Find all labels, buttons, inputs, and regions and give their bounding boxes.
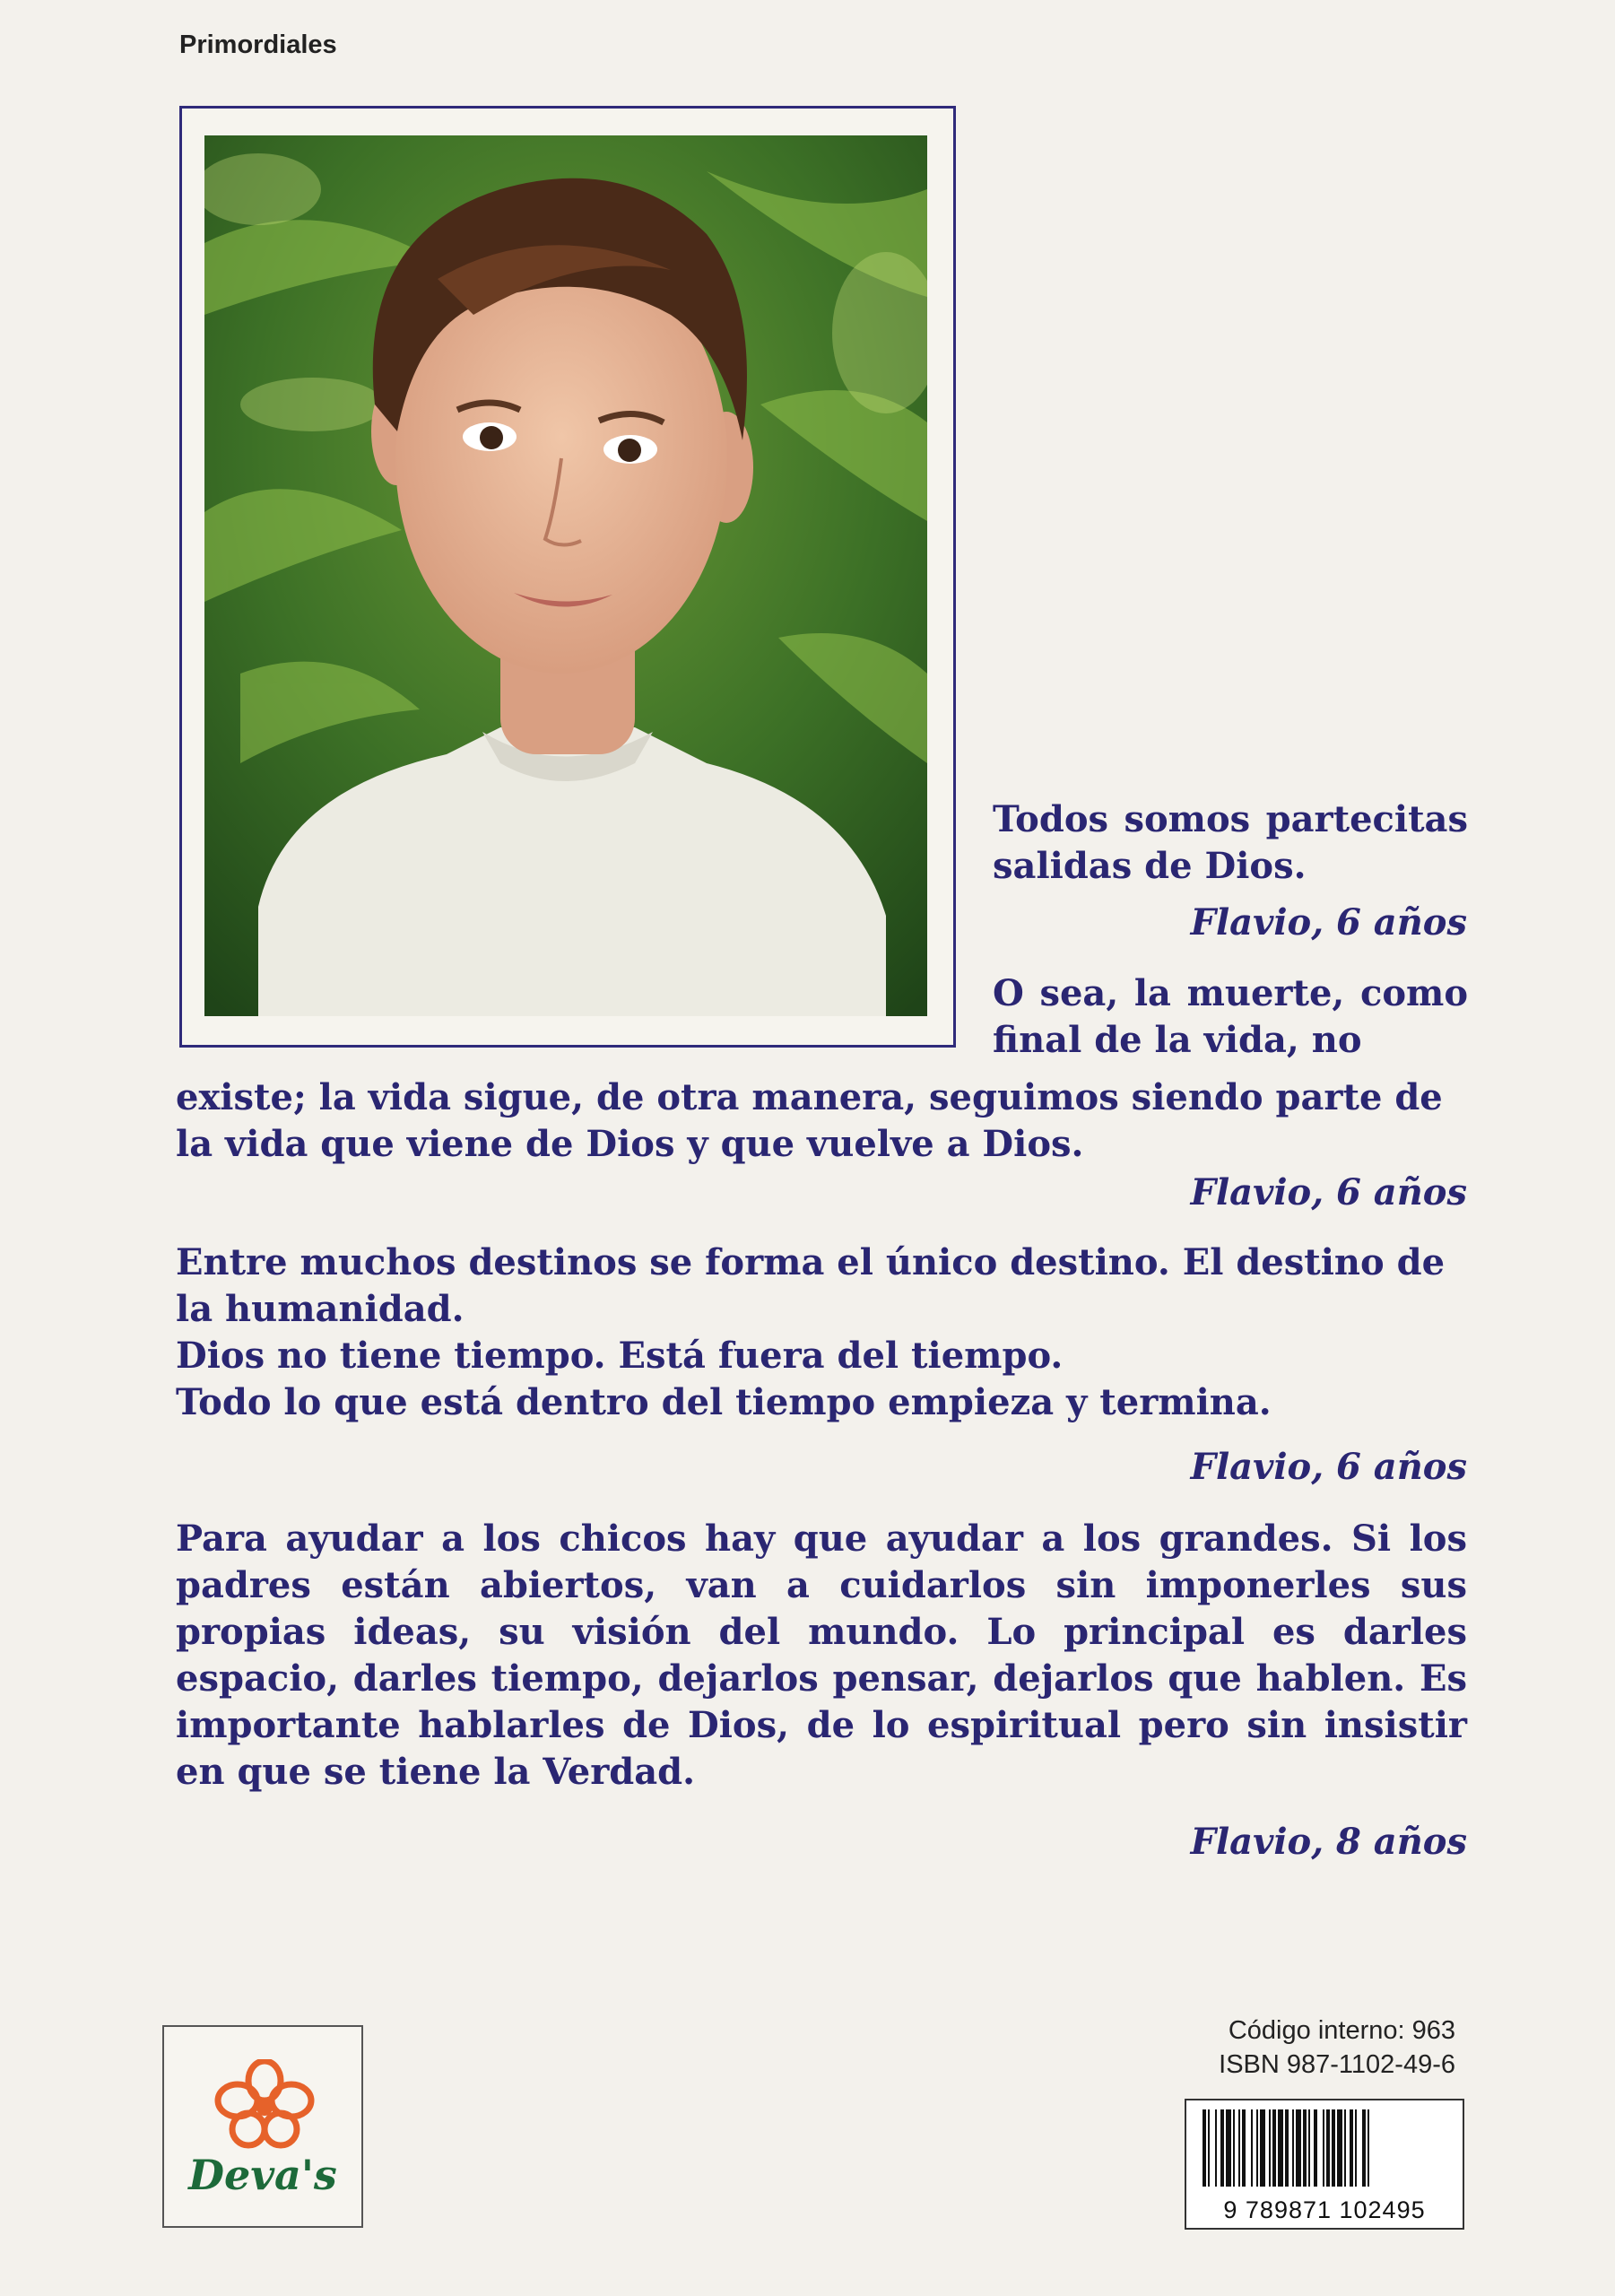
- barcode-bar: [1292, 2109, 1294, 2187]
- boy-portrait-photo: [204, 135, 927, 1016]
- barcode-bar: [1256, 2109, 1258, 2187]
- quote-3-attribution: Flavio, 6 años: [1190, 1446, 1467, 1488]
- barcode-bar: [1233, 2109, 1235, 2187]
- quote-1-text: Todos somos partecitas salidas de Dios.: [993, 798, 1468, 887]
- barcode: [1185, 2099, 1464, 2230]
- flower-icon: [211, 2059, 318, 2149]
- barcode-bar: [1285, 2109, 1289, 2187]
- barcode-bar: [1326, 2109, 1330, 2187]
- barcode-bar: [1220, 2109, 1224, 2187]
- quote-2-text-wrapped: O sea, la muerte, como final de la vida, no: [993, 972, 1468, 1061]
- barcode-bar: [1323, 2109, 1324, 2187]
- publisher-logo: [162, 2025, 363, 2228]
- series-title: Primordiales: [179, 30, 337, 59]
- barcode-bar: [1269, 2109, 1271, 2187]
- barcode-bar: [1226, 2109, 1231, 2187]
- barcode-bar: [1368, 2109, 1369, 2187]
- quote-3-line: Dios no tiene tiempo. Está fuera del tiempo.: [176, 1335, 1064, 1377]
- quote-3-line: Entre muchos destinos se forma el único destino. El destino de la humanidad.: [176, 1241, 1446, 1330]
- barcode-bar: [1303, 2109, 1307, 2187]
- barcode-bar: [1314, 2109, 1317, 2187]
- barcode-bar: [1350, 2109, 1353, 2187]
- barcode-bar: [1332, 2109, 1335, 2187]
- quote-1-attribution: Flavio, 6 años: [1190, 901, 1467, 944]
- publisher-name: Deva's: [188, 2151, 337, 2199]
- barcode-bar: [1260, 2109, 1265, 2187]
- barcode-bar: [1208, 2109, 1210, 2187]
- barcode-bar: [1278, 2109, 1283, 2187]
- barcode-bar: [1308, 2109, 1310, 2187]
- barcode-bar: [1238, 2109, 1240, 2187]
- barcode-bar: [1344, 2109, 1346, 2187]
- quote-3-line: Todo lo que está dentro del tiempo empieza y termina.: [176, 1381, 1272, 1423]
- barcode-bar: [1215, 2109, 1217, 2187]
- isbn: ISBN 987-1102-49-6: [1219, 2050, 1455, 2079]
- barcode-bar: [1337, 2109, 1342, 2187]
- barcode-number: 9 789871 102495: [1223, 2196, 1426, 2223]
- barcode-bar: [1251, 2109, 1253, 2187]
- photo-frame: [179, 106, 956, 1048]
- internal-code: Código interno: 963: [1228, 2016, 1455, 2045]
- quote-2-attribution: Flavio, 6 años: [1190, 1171, 1467, 1213]
- quote-2-text: existe; la vida sigue, de otra manera, seguimos siendo parte de la vida que viene de Dios y que vuelve a Dios.: [176, 1076, 1443, 1165]
- quote-4-text: Para ayudar a los chicos hay que ayudar a los grandes. Si los padres están abiertos, van a cuidarlos sin imponerles sus propias ideas, su visión del mundo. Lo principal es darles espacio, darles tiempo, dejarlos pensar, dejarlos que hablen. Es importante hablarles de Dios, de lo espiritual pero sin insistir en que se tiene la Verdad.: [176, 1518, 1467, 1793]
- barcode-bar: [1242, 2109, 1246, 2187]
- barcode-bar: [1296, 2109, 1301, 2187]
- barcode-bars: [1199, 2109, 1454, 2196]
- quote-4-attribution: Flavio, 8 años: [1190, 1821, 1467, 1863]
- barcode-bar: [1355, 2109, 1357, 2187]
- quote-3-text: [176, 1239, 1467, 1426]
- barcode-bar: [1203, 2109, 1206, 2187]
- barcode-bar: [1272, 2109, 1276, 2187]
- barcode-bar: [1362, 2109, 1366, 2187]
